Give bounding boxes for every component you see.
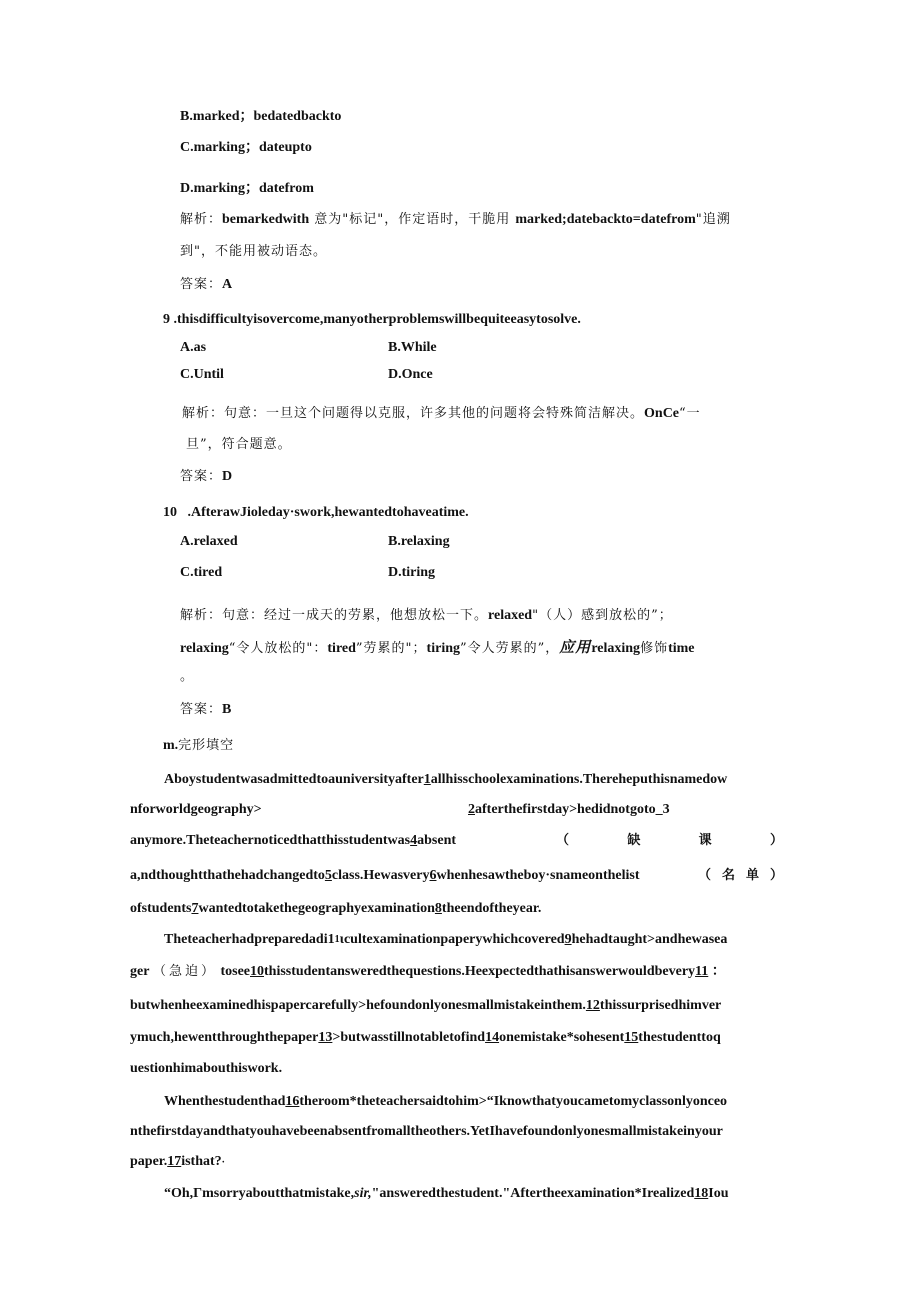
blank-number: 18 — [694, 1186, 709, 1201]
passage-line: ger （急迫） tosee10thisstudentansweredthequestions.Heexpectedthathisanswerwouldbevery11 ： — [130, 964, 726, 979]
q10-explanation-line-3: 。 — [180, 669, 195, 684]
passage-line: butwhenheexaminedhispapercarefully>hefoundonlyonesmallmistakeinthem.12thissurprisedhimver — [130, 998, 722, 1013]
q10-option-b: B.relaxing — [388, 534, 450, 549]
blank-number: 8 — [434, 901, 442, 916]
passage-line: ymuch,hewentthroughthepaper13>butwasstillnotabletofind14onemistake*sohesent15thestudenttoq — [130, 1030, 721, 1045]
blank-number: 6 — [429, 868, 437, 883]
q8-option-d: D.marking；datefrom — [180, 181, 314, 196]
blank-number: 9 — [564, 932, 572, 947]
blank-number: 5 — [324, 868, 332, 883]
passage-line: nforworldgeography> — [130, 802, 262, 817]
q9-option-a: A.as — [180, 340, 207, 355]
passage-line: Theteacherhadpreparedadi11ιcultexaminationpaperywhichcovered9hehadtaught>andhewasea — [164, 932, 728, 947]
section-heading: m.完形填空 — [163, 738, 235, 753]
passage-line: anymore.Theteachernoticedthatthisstudentwas4absent （ 缺 课 ） — [130, 833, 784, 848]
q10-answer: 答案：B — [180, 702, 232, 717]
q9-answer: 答案：D — [180, 469, 233, 484]
passage-line: Aboystudentwasadmittedtoauniversityafter1allhisschoolexaminations.Thereheputhisnamedow — [164, 772, 728, 787]
blank-number: 1 — [423, 772, 431, 787]
q10-option-c: C.tired — [180, 565, 223, 580]
q8-explanation-line-1: 解析：bemarkedwith 意为"标记"，作定语时，干脆用 marked;datebackto=datefrom"追溯 — [180, 212, 731, 227]
blank-number: 11 — [695, 964, 709, 979]
passage-line: nthefirstdayandthatyouhavebeenabsentfromalltheothers.YetIhavefoundonlyonesmallmistakeinyour — [130, 1124, 723, 1139]
explanation-label: 解析： — [180, 212, 223, 227]
passage-line: a,ndthoughtthathehadchangedto5class.Hewasvery6whenhesawtheboy·snameonthelist （ 名 单 ） — [130, 868, 784, 883]
passage-line: 2afterthefirstday>hedidnotgoto_3 — [468, 802, 670, 817]
blank-number: 12 — [585, 998, 600, 1013]
q9-option-b: B.While — [388, 340, 437, 355]
q10-option-d: D.tiring — [388, 565, 436, 580]
q9-explanation-line-2: 旦”，符合题意。 — [186, 437, 292, 452]
blank-number: 13 — [318, 1030, 333, 1045]
q8-option-c: C.marking；dateupto — [180, 140, 312, 155]
q10-stem: 10 .AfterawJioleday·swork,hewantedtohaveatime. — [163, 505, 469, 520]
q10-option-a: A.relaxed — [180, 534, 238, 549]
q8-option-b: B.marked；bedatedbackto — [180, 109, 342, 124]
q8-explanation-line-2: 到"，不能用被动语态。 — [180, 244, 327, 259]
passage-line: uestionhimabouthiswork. — [130, 1061, 283, 1076]
blank-number: 16 — [285, 1094, 300, 1109]
passage-line: Whenthestudenthad16theroom*theteachersaidtohim>“Iknowthatyoucametomyclassonlyonceo — [164, 1094, 728, 1109]
blank-number: 4 — [410, 833, 418, 848]
blank-number: 7 — [191, 901, 199, 916]
q9-stem: 9 .thisdifficultyisovercome,manyotherproblemswillbequiteeasytosolve. — [163, 312, 581, 327]
blank-number: 10 — [250, 964, 264, 979]
blank-number: 2 — [468, 802, 475, 817]
blank-number: 15 — [624, 1030, 639, 1045]
passage-line: paper.17isthat?· — [130, 1154, 226, 1169]
passage-line: “Oh,Γmsorryaboutthatmistake,sir,"answeredthestudent."Aftertheexamination*Irealized18Iou — [164, 1186, 729, 1201]
q9-option-c: C.Until — [180, 367, 224, 382]
blank-number: 17 — [167, 1154, 182, 1169]
q9-option-d: D.Once — [388, 367, 433, 382]
blank-number: 14 — [485, 1030, 500, 1045]
q10-number: 10 — [163, 505, 177, 520]
q8-answer: 答案：A — [180, 277, 233, 292]
passage-line: ofstudents7wantedtotakethegeographyexamination8theendoftheyear. — [130, 901, 542, 916]
q10-explanation-line-1: 解析：句意：经过一成天的劳累，他想放松一下。relaxed"（人）感到放松的”； — [180, 608, 673, 623]
q9-number: 9 — [163, 312, 170, 327]
q9-explanation-line-1: 解析：句意：一旦这个问题得以克服，许多其他的问题将会特殊简洁解决。OnCe“一 — [182, 406, 701, 421]
q10-explanation-line-2: relaxing“令人放松的"：tired”劳累的"；tiring”令人劳累的”，应用relaxing修饰time — [180, 638, 695, 656]
